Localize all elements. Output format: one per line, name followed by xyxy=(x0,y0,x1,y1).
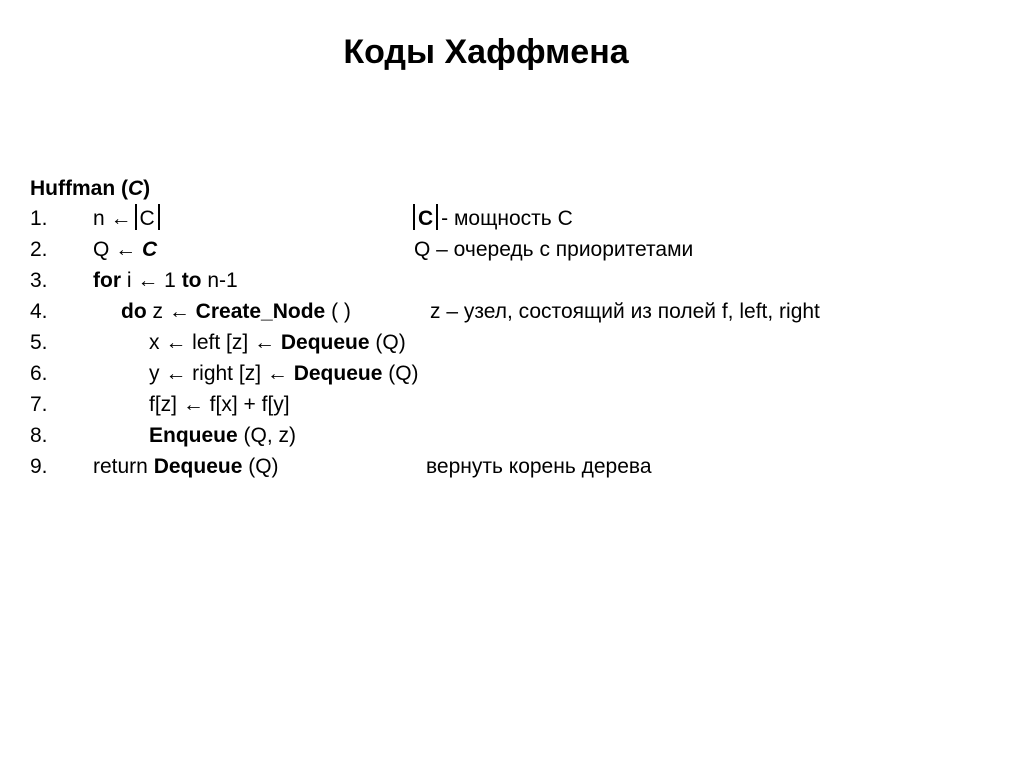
line-comment: вернуть корень дерева xyxy=(426,455,652,478)
code-text xyxy=(149,328,406,358)
function-args: (Q, z) xyxy=(237,424,297,447)
algorithm-param: C xyxy=(128,177,144,200)
abs-bar-right xyxy=(158,204,160,230)
code-text xyxy=(93,204,163,234)
line-number: 5. xyxy=(30,331,48,354)
function-args: ( ) xyxy=(325,300,351,323)
function-args: (Q) xyxy=(369,331,406,354)
line-number: 6. xyxy=(30,362,48,385)
keyword-to: to xyxy=(181,269,202,292)
line-number: 1. xyxy=(30,207,48,230)
abs-bar-left xyxy=(135,204,137,230)
loop-end: n-1 xyxy=(201,269,238,292)
function-name: Enqueue xyxy=(149,424,238,447)
assign-q: Q ← xyxy=(93,238,137,261)
code-text xyxy=(149,359,419,389)
line-number: 8. xyxy=(30,424,48,447)
keyword-do: do xyxy=(121,300,147,323)
slide-title: Коды Хаффмена xyxy=(343,33,629,71)
assign-y: y ← right [z] ← xyxy=(149,362,294,385)
param-close: ) xyxy=(143,177,151,200)
function-name: Dequeue xyxy=(153,455,243,478)
function-args: (Q) xyxy=(242,455,279,478)
code-text xyxy=(149,421,296,451)
line-comment: Q – очередь с приоритетами xyxy=(414,238,694,261)
function-args: (Q) xyxy=(382,362,419,385)
code-text xyxy=(93,235,157,265)
code-text xyxy=(121,297,351,327)
code-text: f[z] ← f[x] + f[y] xyxy=(149,393,290,416)
line-number: 7. xyxy=(30,393,48,416)
function-name: Dequeue xyxy=(293,362,383,385)
function-name: Create_Node xyxy=(195,300,326,323)
abs-bar-left xyxy=(413,204,415,230)
keyword-return: return xyxy=(93,455,154,478)
line-number: 2. xyxy=(30,238,48,261)
line-number: 4. xyxy=(30,300,48,323)
algorithm-name: Huffman xyxy=(30,177,116,200)
set-c: C xyxy=(142,238,158,261)
function-name: Dequeue xyxy=(280,331,370,354)
set-c: C xyxy=(139,207,155,230)
keyword-for: for xyxy=(93,269,121,292)
loop-range: i ← 1 xyxy=(121,269,182,292)
code-text xyxy=(93,266,238,296)
code-text xyxy=(93,452,279,482)
assign-z: z ← xyxy=(146,300,196,323)
line-comment xyxy=(410,204,573,234)
comment-text: - мощность C xyxy=(441,207,573,230)
line-number: 3. xyxy=(30,269,48,292)
line-number: 9. xyxy=(30,455,48,478)
abs-bar-right xyxy=(436,204,438,230)
param-open: ( xyxy=(115,177,128,200)
algorithm-signature xyxy=(30,174,150,204)
line-comment: z – узел, состоящий из полей f, left, right xyxy=(430,300,820,323)
comment-set-c: C xyxy=(418,207,434,230)
assign-n: n ← xyxy=(93,207,132,230)
assign-x: x ← left [z] ← xyxy=(149,331,281,354)
